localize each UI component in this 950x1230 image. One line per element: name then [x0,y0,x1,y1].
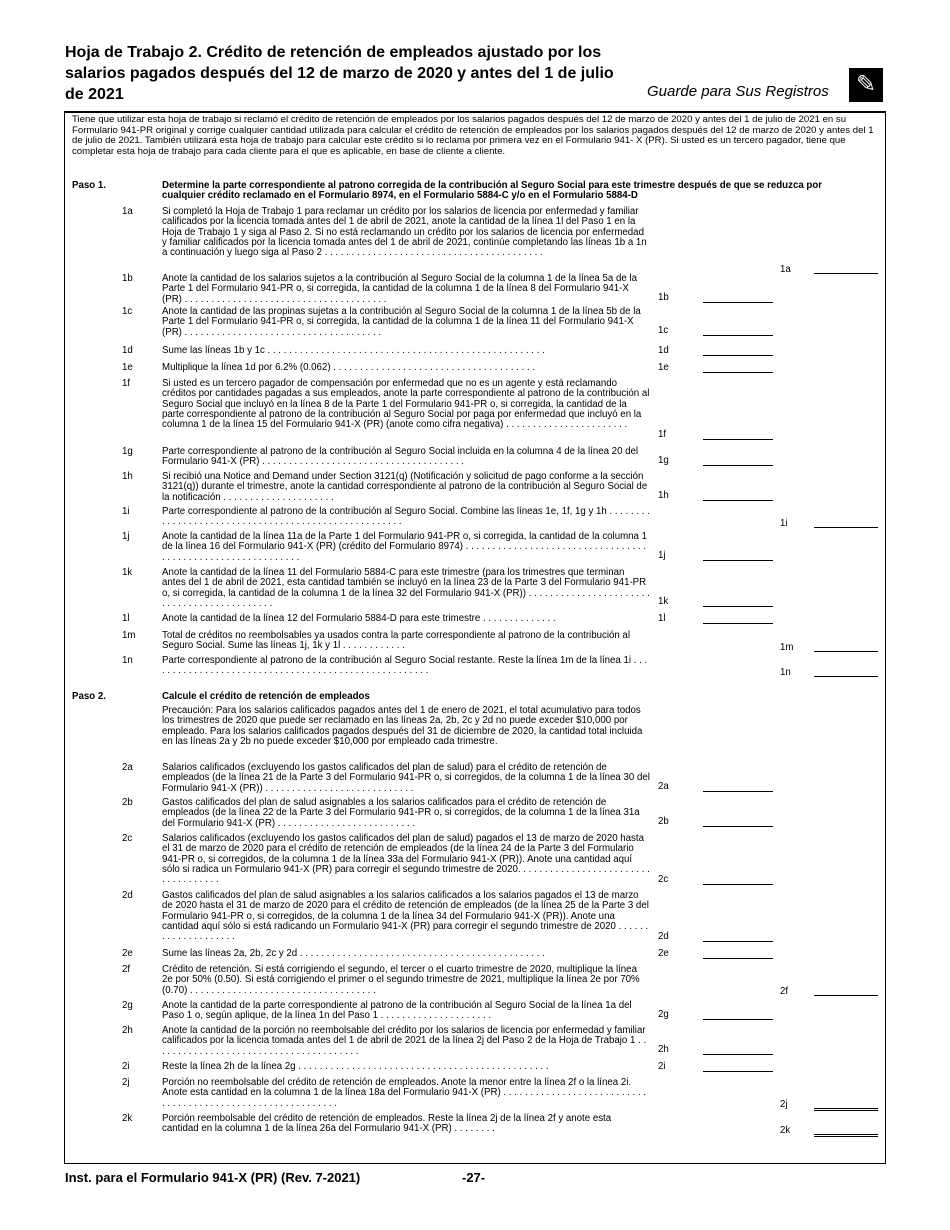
line-2i [64,1062,886,1073]
pen-paper-icon: ✎ [849,68,883,102]
line-2g [64,1001,886,1021]
amount-entry-field[interactable] [814,995,878,996]
amount-entry-field[interactable] [703,500,773,501]
amount-entry-field[interactable] [703,941,773,942]
line-number: 2e [122,948,133,959]
caution-text: Precaución: Para los salarios calificados pagados antes del 1 de enero de 2021, el total acumulativo para todos los trimestres de 2020 que puede ser reclamado en las líneas 2a, 2b, 2c y 2d no puede exceder $10,000 por empleado. Para los salarios calificados pagados después del 31 de diciembre de 2020, la cantidad total incluida en las líneas 2a y 2b no puede exceder $10,000 por empleado cada trimestre. [162,705,643,747]
keep-for-records-note: Guarde para Sus Registros [647,83,829,100]
line-text: Si completó la Hoja de Trabajo 1 para reclamar un crédito por los salarios de licencia por enfermedad y familiar calificados por la licencia tomada antes del 1 de abril de 2021, anote la cantidad de la línea 1l del Paso 1 en la Hoja de Trabajo 1 y siga al Paso 2. Si no está reclamando un crédito por los salarios de licencia por enfermedad y familiar calificados por la licencia tomada antes del 1 de abril de 2021, continúe completando las líneas 1b a 1n a continuación y luego siga al Paso 2 . . . . . . . . . . . . . . . . . . . . . . . . . . . . . . . . . . . . . . . . . [162,206,647,259]
amount-entry-field[interactable] [814,527,878,528]
line-number: 1a [122,206,133,217]
line-number: 2d [122,890,133,901]
amount-entry-field[interactable] [703,623,773,624]
line-box-label: 2d [658,931,669,942]
line-1j [64,532,886,562]
line-2j [64,1078,886,1108]
line-number: 2f [122,964,131,975]
line-box-label: 1l [658,613,666,624]
line-1b [64,274,886,304]
line-box-label: 2g [658,1009,669,1020]
amount-entry-field[interactable] [703,958,773,959]
line-text: Multiplique la línea 1d por 6.2% (0.062) . . . . . . . . . . . . . . . . . . . . . . . . . . . . . . . . . . . . . . [162,362,536,373]
amount-entry-field[interactable] [703,1071,773,1072]
line-box-label: 1e [658,362,669,373]
line-number: 1n [122,655,133,666]
line-number: 1l [122,613,130,624]
line-box-label: 1g [658,455,669,466]
line-text: Anote la cantidad de los salarios sujetos a la contribución al Seguro Social de la columna 1 de la línea 5a de la Parte 1 del Formulario 941-PR o, si corregida, la cantidad de la columna 1 de la línea 8 del Formulario 941-X (PR) . . . . . . . . . . . . . . . . . . . . . . . . . . . . . . . . . . . . . . [162,273,637,305]
line-number: 2h [122,1025,133,1036]
line-2k [64,1114,886,1134]
amount-entry-field[interactable] [703,606,773,607]
amount-entry-field[interactable] [703,791,773,792]
line-2c [64,834,886,886]
amount-entry-field[interactable] [703,372,773,373]
line-box-label: 2a [658,781,669,792]
line-number: 1d [122,345,133,356]
line-box-label: 2i [658,1061,666,1072]
line-box-label: 1a [780,264,791,275]
step1-heading: Determine la parte correspondiente al patrono corregida de la contribución al Seguro Social para este trimestre después de que se reduzca por cualquier crédito reclamado en el Formulario 8974, en el Formulario 5884-C y/o en el Formulario 5884-D [162,180,823,202]
line-2d [64,891,886,943]
line-number: 1h [122,471,133,482]
line-number: 1m [122,630,136,641]
line-2a [64,763,886,793]
line-1c [64,307,886,337]
line-text: Total de créditos no reembolsables ya usados contra la parte correspondiente al patrono de la contribución al Seguro Social. Sume las líneas 1j, 1k y 1l . . . . . . . . . . . . [162,630,630,652]
line-1g [64,447,886,467]
line-box-label: 2k [780,1125,791,1136]
line-number: 1i [122,506,130,517]
amount-entry-field[interactable] [703,355,773,356]
intro-paragraph: Tiene que utilizar esta hoja de trabajo si reclamó el crédito de retención de empleados por los salarios pagados después del 12 de marzo de 2020 y antes del 1 de julio de 2021 en su Formulario 941-PR original y corrige cualquier cantidad utilizada para calcular el crédito de retención de empleados por los salarios pagados después del 12 de marzo de 2020 y antes del 1 de julio de 2021. También utilizará esta hoja de trabajo para calcular este crédito si lo reclama por primera vez en el Formulario 941- X (PR). Si usted es un tercero pagador, tiene que completar esta hoja de trabajo para cada cliente para el que es aplicable, en base de cliente a cliente. [72,114,874,157]
amount-entry-field[interactable] [814,676,878,677]
line-text: Porción reembolsable del crédito de retención de empleados. Reste la línea 2j de la línea 2f y anote esta cantidad en la columna 1 de la línea 26a del Formulario 941-X (PR) . . . . . . . . [162,1113,612,1135]
amount-entry-field[interactable] [703,302,773,303]
line-number: 2k [122,1113,133,1124]
line-number: 1c [122,306,133,317]
page-number: -27- [462,1170,486,1185]
line-number: 1k [122,567,133,578]
line-number: 2j [122,1077,130,1088]
line-text: Sume las líneas 1b y 1c . . . . . . . . . . . . . . . . . . . . . . . . . . . . . . . . . . . . . . . . . . . . . . . . . . . . [162,345,545,356]
line-text: Parte correspondiente al patrono de la contribución al Seguro Social. Combine las líneas 1e, 1f, 1g y 1h . . . . . . . . . . . . . . . . . . . . . . . . . . . . . . . . . . . . . . . . . . . . . . . . . . . . . [162,506,650,528]
line-text: Anote la cantidad de la línea 11a de la Parte 1 del Formulario 941-PR o, si corregida, la cantidad de la columna 1 de la línea 16 del Formulario 941-X (PR) (crédito del Formulario 8974) . . . . . . . . . . . . . . . . . . . . . . . . . . . . . . . . . . . . . . . . . . . . . . . . . . . . . . . . . . . . [162,531,648,563]
line-2e [64,949,886,960]
line-number: 1j [122,531,130,542]
line-box-label: 2h [658,1044,669,1055]
line-1i [64,507,886,527]
line-text: Reste la línea 2h de la línea 2g . . . . . . . . . . . . . . . . . . . . . . . . . . . . . . . . . . . . . . . . . . . . . . . [162,1061,549,1072]
amount-entry-field[interactable] [814,1134,878,1137]
line-2f [64,965,886,995]
line-1d [64,346,886,357]
line-number: 1b [122,273,133,284]
line-box-label: 1i [780,518,788,529]
line-2h [64,1026,886,1056]
line-text: Salarios calificados (excluyendo los gastos calificados del plan de salud) para el crédito de retención de empleados (de la línea 21 de la Parte 3 del Formulario 941-PR o, si corregidos, de la columna 1 de la línea 30 del Formulario 941-X (PR)) . . . . . . . . . . . . . . . . . . . . . . . . . . . . [162,762,650,794]
line-box-label: 2e [658,948,669,959]
line-text: Anote la cantidad de la línea 12 del Formulario 5884-D para este trimestre . . . . . . . . . . . . . . [162,613,556,624]
amount-entry-field[interactable] [703,826,773,827]
line-1k [64,568,886,608]
line-number: 2b [122,797,133,808]
line-1e [64,363,886,374]
amount-entry-field[interactable] [703,884,773,885]
amount-entry-field[interactable] [814,1108,878,1111]
line-text: Porción no reembolsable del crédito de retención de empleados. Anote la menor entre la línea 2f o la línea 2i. Anote esta cantidad en la columna 1 de la línea 18a del Formulario 941-X (PR) . . . . . . . . . . . . . . . . . . . . . . . . . . . . . . . . . . . . . . . . . . . . . . . . . . . . . . . . . . . . [162,1077,647,1109]
line-box-label: 2j [780,1099,788,1110]
line-number: 2i [122,1061,130,1072]
line-box-label: 1j [658,550,666,561]
line-box-label: 1d [658,345,669,356]
line-text: Anote la cantidad de la parte correspondiente al patrono de la contribución al Seguro Social de la línea 1a del Paso 1 o, según aplique, de la línea 1n del Paso 1 . . . . . . . . . . . . . . . . . . . . . [162,1000,632,1022]
line-text: Gastos calificados del plan de salud asignables a los salarios calificados para el crédito de retención de empleados (de la línea 22 de la Parte 3 del Formulario 941-PR o, si corregidos, de la columna 1 de la línea 31a del Formulario 941-X (PR) . . . . . . . . . . . . . . . . . . . . . . . . . . [162,797,640,829]
line-box-label: 1h [658,490,669,501]
line-text: Anote la cantidad de la línea 11 del Formulario 5884-C para este trimestre (para los trimestres que terminan antes del 1 de abril de 2021, esta cantidad también se incluyó en la línea 23 de la Parte 3 del Formulario 941-PR o, si corregida, la cantidad de la columna 1 de la línea 32 del Formulario 941-X (PR)) . . . . . . . . . . . . . . . . . . . . . . . . . . . . . . . . . . . . . . . . . . . . [162,567,650,609]
line-box-label: 1b [658,292,669,303]
amount-entry-field[interactable] [814,651,878,652]
line-1a [64,206,886,275]
form-footer: Inst. para el Formulario 941-X (PR) (Rev. 7-2021) [65,1170,361,1185]
amount-entry-field[interactable] [703,465,773,466]
line-text: Si recibió una Notice and Demand under Section 3121(q) (Notificación y solicitud de pago conforme a la sección 3121(q)) durante el trimestre, anote la cantidad correspondiente al patrono de la contribución al Seguro Social de la notificación . . . . . . . . . . . . . . . . . . . . . [162,471,648,503]
line-box-label: 1c [658,325,669,336]
line-1m [64,631,886,651]
amount-entry-field[interactable] [703,560,773,561]
line-number: 2c [122,833,133,844]
line-text: Parte correspondiente al patrono de la contribución al Seguro Social restante. Reste la línea 1m de la línea 1i . . . . . . . . . . . . . . . . . . . . . . . . . . . . . . . . . . . . . . . . . . . . . . . . . . . . . [162,655,648,677]
line-text: Crédito de retención. Si está corrigiendo el segundo, el tercer o el cuarto trimestre de 2020, multiplique la línea 2e por 50% (0.50). Si está corrigiendo el primer o el segundo trimestre de 2021, multiplique la línea 2e por 70% (0.70) . . . . . . . . . . . . . . . . . . . . . . . . . . . . . . . . . . . [162,964,640,996]
line-box-label: 1k [658,596,669,607]
line-box-label: 2f [780,986,789,997]
line-number: 1e [122,362,133,373]
line-number: 1g [122,446,133,457]
line-number: 2g [122,1000,133,1011]
line-1l [64,614,886,625]
step2-heading: Calcule el crédito de retención de empleados [162,691,370,702]
line-box-label: 1f [658,429,667,440]
line-text: Parte correspondiente al patrono de la contribución al Seguro Social incluida en la columna 4 de la línea 20 del Formulario 941-X (PR) . . . . . . . . . . . . . . . . . . . . . . . . . . . . . . . . . . . . . . [162,446,639,468]
line-1h [64,472,886,502]
line-text: Sume las líneas 2a, 2b, 2c y 2d . . . . . . . . . . . . . . . . . . . . . . . . . . . . . . . . . . . . . . . . . . . . . . [162,948,545,959]
line-box-label: 1m [780,642,794,653]
line-1n [64,656,886,676]
worksheet-title: Hoja de Trabajo 2. Crédito de retención de empleados ajustado por los salarios pagados después del 12 de marzo de 2020 y antes del 1 de julio de 2021 [65,44,614,103]
line-box-label: 1n [780,667,791,678]
line-text: Si usted es un tercero pagador de compensación por enfermedad que no es un agente y está reclamando créditos por cantidades pagadas a sus empleados, anote la parte correspondiente al patrono de la contribución al Seguro Social que incluyó en la línea 8 de la Parte 1 del Formulario 941-PR o, si corregida, la cantidad de la parte correspondiente al patrono de la contribución al Seguro Social por paga por enfermedad que incluyó en la columna 1 de la línea 15 del Formulario 941-X (PR) (anote como cifra negativa) . . . . . . . . . . . . . . . . . . . . . . . [162,378,650,431]
step1-label: Paso 1. [72,180,106,191]
line-text: Anote la cantidad de las propinas sujetas a la contribución al Seguro Social de la columna 1 de la línea 5b de la Parte 1 del Formulario 941-PR o, si corregida, la cantidad de la columna 1 de la línea 11 del Formulario 941-X (PR) . . . . . . . . . . . . . . . . . . . . . . . . . . . . . . . . . . . . . [162,306,641,338]
line-text: Salarios calificados (excluyendo los gastos calificados del plan de salud) pagados el 13 de marzo de 2020 hasta el 31 de marzo de 2020 para el crédito de retención de empleados (de la línea 24 de la Parte 3 del Formulario 941-PR o, si corregidos, de la columna 1 de la línea 33a del Formulario 941-X (PR)). Anote una cantidad aquí sólo si radica un Formulario 941-X (PR) para corregir el segundo trimestre de 2020. . . . . . . . . . . . . . . . . . . . . . . . . . . . . . . . . . . . [162,833,650,886]
amount-entry-field[interactable] [703,1054,773,1055]
line-text: Gastos calificados del plan de salud asignables a los salarios calificados a los salarios pagados el 13 de marzo de 2020 hasta el 31 de marzo de 2020 para el crédito de retención de empleados (de la línea 25 de la Parte 3 del Formulario 941-PR o, si corregidos, de la columna 1 de la línea 34 del Formulario 941-X (PR)). Anote una cantidad aquí sólo si está radicando un Formulario 941-X (PR) para corregir el segundo trimestre de 2020 . . . . . . . . . . . . . . . . . . . . [162,890,649,943]
line-1f [64,379,886,441]
line-box-label: 2c [658,874,669,885]
amount-entry-field[interactable] [703,335,773,336]
line-text: Anote la cantidad de la porción no reembolsable del crédito por los salarios de licencia por enfermedad y familiar calificados por la licencia tomada antes del 1 de abril de 2021 de la línea 2j del Paso 2 de la Hoja de Trabajo 1 . . . . . . . . . . . . . . . . . . . . . . . . . . . . . . . . . . . . . . . [162,1025,647,1057]
amount-entry-field[interactable] [703,1019,773,1020]
line-2b [64,798,886,828]
amount-entry-field[interactable] [703,439,773,440]
line-number: 2a [122,762,133,773]
line-number: 1f [122,378,131,389]
step2-label: Paso 2. [72,691,106,702]
line-box-label: 2b [658,816,669,827]
